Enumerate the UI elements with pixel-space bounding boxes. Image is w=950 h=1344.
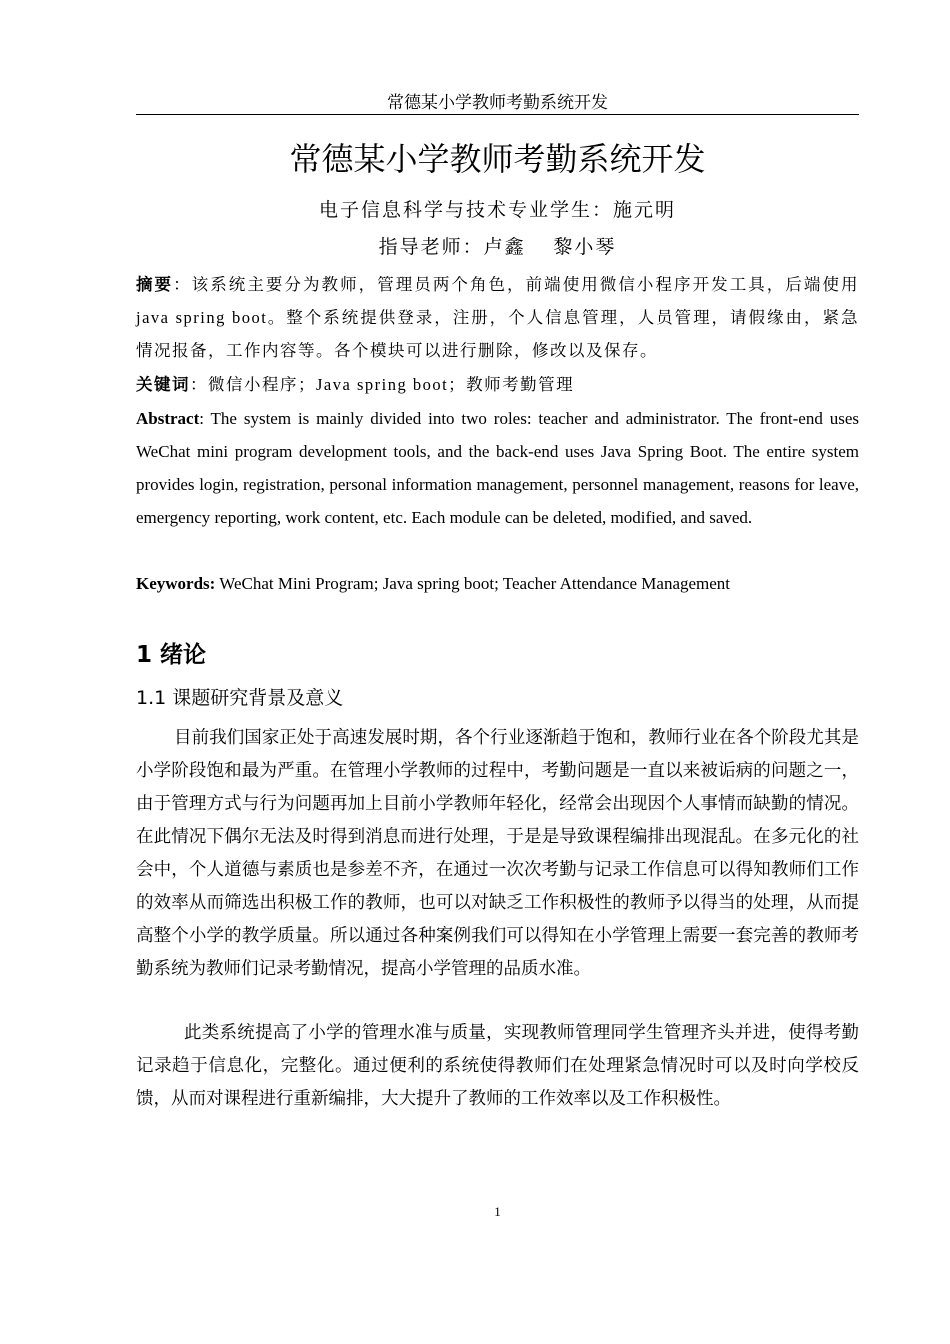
paper-title: 常德某小学教师考勤系统开发 bbox=[289, 140, 706, 178]
keywords-en-text: WeChat Mini Program; Java spring boot; Teacher Attendance Management bbox=[215, 574, 731, 593]
abstract-en-text: : The system is mainly divided into two roles: teacher and administrator. The front-end uses WeChat mini program development tools, and the back-end uses Java Spring Boot. The entire system provides login, registration, personal information management, personnel management, reasons for leave, emergency reporting, work content, etc. Each module can be deleted, modified, and saved. bbox=[136, 409, 859, 527]
subsection-heading: 1.1 课题研究背景及意义 bbox=[136, 687, 344, 709]
keywords-en bbox=[136, 567, 859, 600]
body-paragraph-1: 目前我们国家正处于高速发展时期，各个行业逐渐趋于饱和，教师行业在各个阶段尤其是小学阶段饱和最为严重。在管理小学教师的过程中，考勤问题是一直以来被诟病的问题之一，由于管理方式与行为问题再加上目前小学教师年轻化，经常会出现因个人事情而缺勤的情况。在此情况下偶尔无法及时得到消息而进行处理，于是是导致课程编排出现混乱。在多元化的社会中，个人道德与素质也是参差不齐，在通过一次次考勤与记录工作信息可以得知教师们工作的效率从而筛选出积极工作的教师，也可以对缺乏工作积极性的教师予以得当的处理，从而提高整个小学的教学质量。所以通过各种案例我们可以得知在小学管理上需要一套完善的教师考勤系统为教师们记录考勤情况，提高小学管理的品质水准。 bbox=[136, 728, 859, 979]
keywords-cn-text: ：微信小程序；Java spring boot；教师考勤管理 bbox=[190, 375, 575, 394]
keywords-en-label: Keywords: bbox=[136, 574, 216, 593]
running-header: 常德某小学教师考勤系统开发 bbox=[387, 93, 608, 112]
keywords-cn-label: 关键词 bbox=[136, 375, 190, 394]
advisor-line: 指导老师：卢鑫 黎小琴 bbox=[378, 237, 617, 258]
abstract-en-label: Abstract bbox=[136, 409, 200, 428]
keywords-cn bbox=[136, 368, 859, 401]
abstract-cn bbox=[136, 268, 859, 367]
header-rule bbox=[136, 114, 859, 115]
abstract-cn-label: 摘要 bbox=[136, 275, 174, 294]
section-heading: 1 绪论 bbox=[136, 642, 207, 668]
abstract-cn-text: ：该系统主要分为教师，管理员两个角色，前端使用微信小程序开发工具，后端使用 java spring boot。整个系统提供登录，注册，个人信息管理，人员管理，请假缘由，紧急情况报备，工作内容等。各个模块可以进行删除，修改以及保存。 bbox=[136, 275, 860, 360]
author-line: 电子信息科学与技术专业学生：施元明 bbox=[318, 200, 676, 221]
page-number: 1 bbox=[494, 1204, 501, 1219]
body-paragraph-2: 此类系统提高了小学的管理水准与质量，实现教师管理同学生管理齐头并进，使得考勤记录趋于信息化，完整化。通过便利的系统使得教师们在处理紧急情况时可以及时向学校反馈，从而对课程进行重新编排，大大提升了教师的工作效率以及工作积极性。 bbox=[136, 1023, 859, 1109]
abstract-en bbox=[136, 402, 859, 534]
